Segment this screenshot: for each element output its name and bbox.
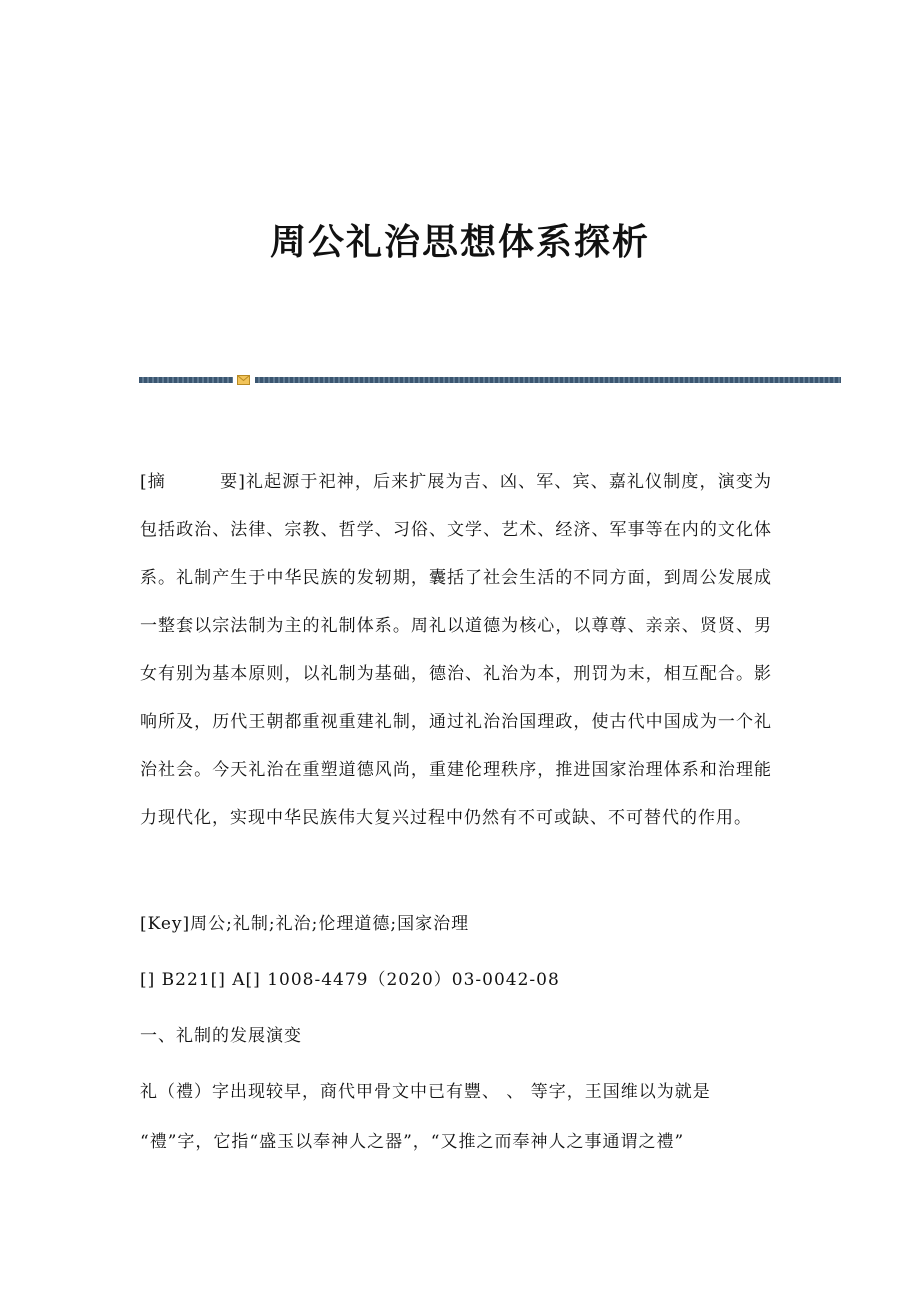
abstract-label-close: 要] <box>219 472 246 492</box>
page-title: 周公礼治思想体系探析 <box>269 221 650 263</box>
keywords-line: [Key]周公;礼制;礼治;伦理道德;国家治理 <box>140 914 470 934</box>
title-divider <box>139 374 841 386</box>
abstract-label-open: [摘 <box>140 472 166 492</box>
abstract-paragraph <box>140 458 772 842</box>
divider-bar-left <box>139 377 233 383</box>
body-paragraph-line: “禮”字，它指“盛玉以奉神人之器”，“又推之而奉神人之事通谓之禮” <box>140 1132 685 1152</box>
envelope-icon <box>237 374 250 386</box>
classification-line: [] B221[] A[] 1008-4479（2020）03-0042-08 <box>140 970 560 990</box>
abstract-text: 礼起源于祀神，后来扩展为吉、凶、军、宾、嘉礼仪制度，演变为包括政治、法律、宗教、哲学、习俗、文学、艺术、经济、军事等在内的文化体系。礼制产生于中华民族的发轫期，囊括了社会生活的不同方面，到周公发展成一整套以宗法制为主的礼制体系。周礼以道德为核心，以尊尊、亲亲、贤贤、男女有别为基本原则，以礼制为基础，德治、礼治为本，刑罚为末，相互配合。影响所及，历代王朝都重视重建礼制，通过礼治治国理政，使古代中国成为一个礼治社会。今天礼治在重塑道德风尚，重建伦理秩序，推进国家治理体系和治理能力现代化，实现中华民族伟大复兴过程中仍然有不可或缺、不可替代的作用。 <box>140 472 772 828</box>
section-heading: 一、礼制的发展演变 <box>140 1026 302 1046</box>
divider-bar-right <box>255 377 841 383</box>
body-paragraph-line: 礼（禮）字出现较早，商代甲骨文中已有豐、 、 等字，王国维以为就是 <box>140 1082 711 1102</box>
